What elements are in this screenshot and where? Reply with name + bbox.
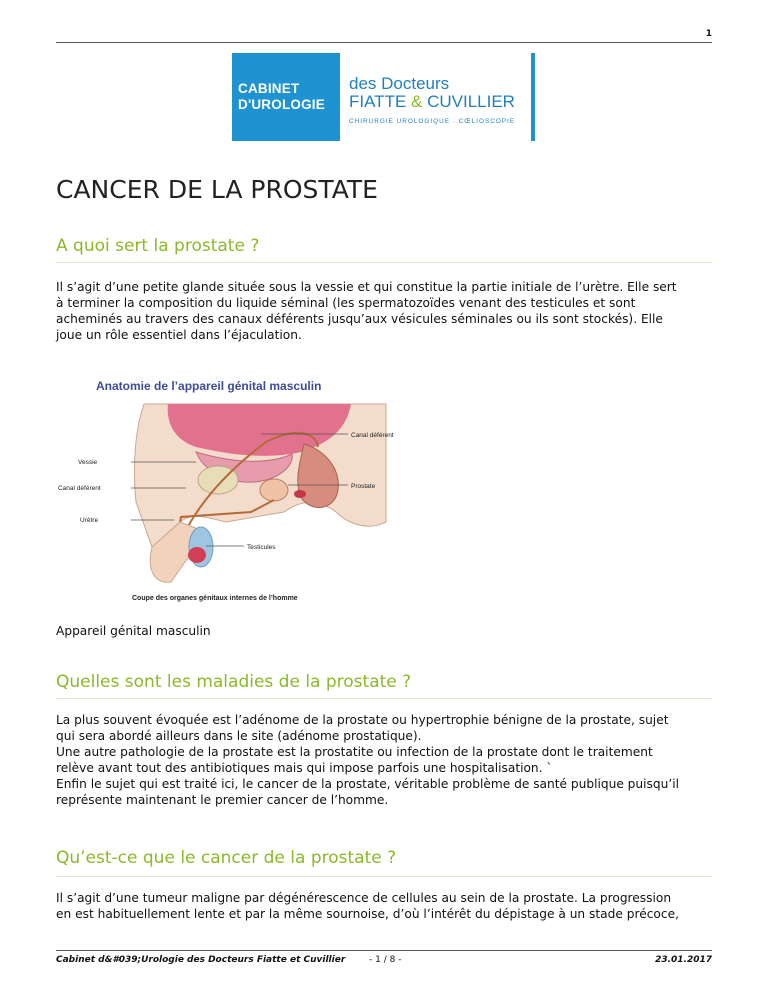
figure-caption: Appareil génital masculin	[56, 624, 211, 638]
section-heading-2: Quelles sont les maladies de la prostate ?	[56, 672, 412, 692]
label-prostate: Prostate	[351, 483, 376, 490]
logo-box-line2: D'UROLOGIE	[238, 97, 325, 112]
logo-text	[349, 75, 515, 125]
text-line: représente maintenant le premier cancer de l’homme.	[56, 793, 389, 807]
section-heading-1: A quoi sert la prostate ?	[56, 236, 260, 256]
text-line: acheminés au travers des canaux déférents jusqu’aux vésicules séminales ou ils sont stockés). Elle	[56, 312, 663, 326]
section-rule-3	[56, 876, 712, 877]
text-line: Il s’agit d’une petite glande située sous la vessie et qui constitue la partie initiale de l’urètre. Elle sert	[56, 280, 677, 294]
section-rule-2	[56, 698, 712, 699]
logo-bar	[531, 53, 535, 141]
logo-name-a: FIATTE	[349, 92, 412, 111]
text-line: joue un rôle essentiel dans l’éjaculation.	[56, 328, 302, 342]
cabinet-logo	[232, 53, 535, 141]
logo-box-line1: CABINET	[238, 81, 300, 96]
logo-name-b: CUVILLIER	[422, 92, 515, 111]
text-line: Il s’agit d’une tumeur maligne par dégénérescence de cellules au sein de la prostate. La progression	[56, 891, 672, 905]
text-line: en est habituellement lente et par la même sournoise, d’où l’intérêt du dépistage à un stade précoce,	[56, 907, 679, 921]
anatomy-illustration	[56, 372, 400, 608]
text-line: qui sera abordé ailleurs dans le site (adénome prostatique).	[56, 729, 422, 743]
label-uretre: Urètre	[80, 517, 99, 524]
document-title: CANCER DE LA PROSTATE	[56, 175, 378, 204]
text-line: La plus souvent évoquée est l’adénome de la prostate ou hypertrophie bénigne de la prostate, sujet	[56, 713, 669, 727]
footer-left: Cabinet d&#039;Urologie des Docteurs Fiatte et Cuvillier	[56, 955, 346, 965]
footer-page-indicator: - 1 / 8 -	[369, 955, 402, 965]
footer-rule	[56, 950, 712, 951]
label-canal-deferent-left: Canal déférent	[58, 485, 101, 492]
section-1-text	[56, 279, 712, 343]
section-rule-1	[56, 262, 712, 263]
text-line: relève avant tout des antibiotiques mais qui impose parfois une hospitalisation. `	[56, 761, 553, 775]
logo-box	[232, 53, 340, 141]
header-rule	[56, 42, 712, 43]
label-canal-deferent-right: Canal déférent	[351, 432, 394, 439]
section-heading-3: Qu’est-ce que le cancer de la prostate ?	[56, 848, 397, 868]
section-2-text	[56, 712, 712, 808]
anatomy-figure	[56, 372, 400, 608]
logo-ampersand: &	[411, 92, 423, 111]
figure-subtitle: Coupe des organes génitaux internes de l’homme	[132, 595, 298, 602]
page-number: 1	[705, 29, 712, 39]
label-testicules: Testicules	[247, 544, 276, 551]
text-line: à terminer la composition du liquide séminal (les spermatozoïdes venant des testicules et sont	[56, 296, 636, 310]
figure-title: Anatomie de l’appareil génital masculin	[96, 379, 322, 393]
logo-line1: des Docteurs	[349, 74, 450, 93]
label-vessie: Vessie	[78, 459, 98, 466]
text-line: Enfin le sujet qui est traité ici, le cancer de la prostate, véritable problème de santé publique puisqu’il	[56, 777, 679, 791]
text-line: Une autre pathologie de la prostate est la prostatite ou infection de la prostate dont le traitement	[56, 745, 653, 759]
logo-line2	[349, 93, 515, 111]
section-3-text	[56, 890, 712, 922]
logo-tagline: CHIRURGIE UROLOGIQUE · CŒLIOSCOPIE	[349, 118, 516, 125]
footer-date: 23.01.2017	[655, 955, 712, 965]
